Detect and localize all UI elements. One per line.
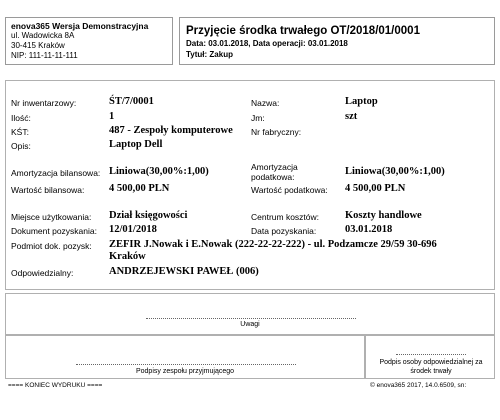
kst-label: KŚT: — [11, 127, 29, 137]
asset-details — [5, 80, 495, 290]
team-signature-caption: Podpisy zespołu przyjmującego — [135, 368, 235, 375]
tax-amortization-label: Amortyzacja podatkowa: — [251, 162, 298, 182]
company-name: enova365 Wersja Demonstracyjna — [11, 21, 149, 31]
balance-value-label: Wartość bilansowa: — [11, 185, 85, 195]
quantity-value: 1 — [109, 111, 115, 122]
location-label: Miejsce użytkowania: — [11, 212, 92, 222]
unit-label: Jm: — [251, 113, 265, 123]
location-value: Dział księgowości — [109, 210, 188, 221]
document-dates: Data: 03.01.2018, Data operacji: 03.01.2018 — [186, 39, 348, 48]
remarks-box — [5, 293, 495, 335]
acquisition-document-value: 12/01/2018 — [109, 224, 157, 235]
tax-value-value: 4 500,00 PLN — [345, 183, 406, 194]
balance-value-value: 4 500,00 PLN — [109, 183, 170, 194]
description-label: Opis: — [11, 141, 31, 151]
cost-center-label: Centrum kosztów: — [251, 212, 320, 222]
serial-label: Nr fabryczny: — [251, 127, 302, 137]
company-street: ul. Wadowicka 8A — [11, 31, 75, 40]
document-subject: Tytuł: Zakup — [186, 50, 233, 59]
responsible-signature-caption: Podpis osoby odpowiedzialnej za środek trwały — [379, 359, 483, 375]
team-signature-line — [76, 364, 296, 365]
document-title: Przyjęcie środka trwałego OT/2018/01/0001 — [186, 25, 420, 37]
acquisition-date-value: 03.01.2018 — [345, 224, 393, 235]
document-title-box — [179, 17, 495, 65]
responsible-signature-line — [396, 354, 466, 355]
balance-amortization-label: Amortyzacja bilansowa: — [11, 168, 101, 178]
company-city: 30-415 Kraków — [11, 41, 65, 50]
remarks-caption: Uwagi — [240, 321, 260, 328]
copyright-notice: © enova365 2017, 14.0.6509, sn: — [370, 382, 467, 389]
inventory-no-value: ŚT/7/0001 — [109, 96, 154, 107]
company-nip: NIP: 111-11-11-111 — [11, 51, 78, 60]
responsible-label: Odpowiedzialny: — [11, 268, 74, 278]
company-box — [5, 17, 173, 65]
responsible-value: ANDRZEJEWSKI PAWEŁ (006) — [109, 266, 259, 277]
name-value: Laptop — [345, 96, 378, 107]
quantity-label: Ilość: — [11, 113, 31, 123]
inventory-no-label: Nr inwentarzowy: — [11, 98, 77, 108]
end-of-print-marker: ==== KONIEC WYDRUKU ==== — [8, 382, 103, 389]
remarks-signature-line — [146, 318, 356, 319]
cost-center-value: Koszty handlowe — [345, 210, 422, 221]
responsible-signature-box — [365, 335, 495, 379]
document-subject-label: Podmiot dok. pozysk: — [11, 241, 92, 251]
document-subject-value: ZEFIR J.Nowak i E.Nowak (222-22-22-222) - ul. Podzamcze 29/59 30-696 Kraków — [109, 239, 437, 262]
tax-amortization-value: Liniowa(30,00%:1,00) — [345, 166, 445, 177]
acquisition-date-label: Data pozyskania: — [251, 226, 317, 236]
unit-value: szt — [345, 111, 358, 122]
tax-value-label: Wartość podatkowa: — [251, 185, 328, 195]
acquisition-document-label: Dokument pozyskania: — [11, 226, 97, 236]
name-label: Nazwa: — [251, 98, 280, 108]
kst-value: 487 - Zespoły komputerowe — [109, 125, 233, 136]
team-signature-box — [5, 335, 365, 379]
balance-amortization-value: Liniowa(30,00%:1,00) — [109, 166, 209, 177]
description-value: Laptop Dell — [109, 139, 163, 150]
